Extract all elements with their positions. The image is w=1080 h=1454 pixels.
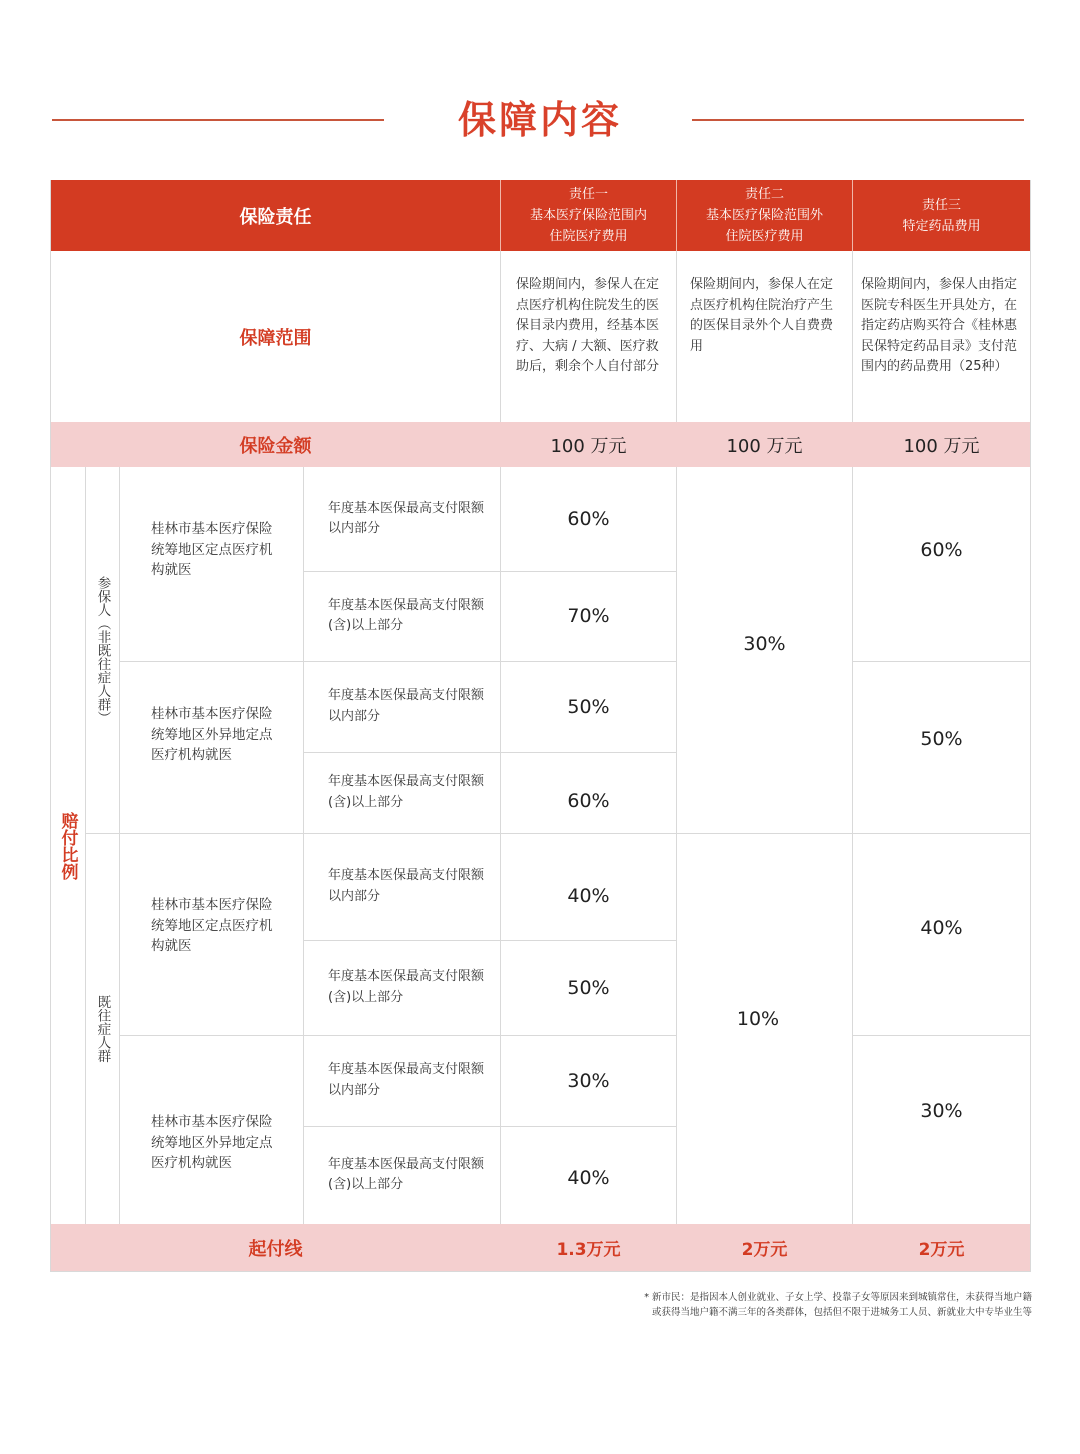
sub-above-1: 年度基本医保最高支付限额(含)以上部分 xyxy=(328,597,485,633)
grid-line xyxy=(853,1035,1030,1036)
header-duty-1-title: 责任一 xyxy=(568,187,608,202)
deductible-label-cell xyxy=(51,1224,500,1271)
footnote-line-1: * 新市民：是指因本人创业就业、子女上学、投靠子女等原因来到城镇常住，未获得当地户籍 xyxy=(644,1292,1032,1303)
grid-line xyxy=(1030,180,1031,1271)
grid-line xyxy=(852,467,853,1224)
scope-duty-1: 保险期间内，参保人在定点医疗机构住院发生的医保目录内费用，经基本医疗、大病 / 大额、医疗救助后，剩余个人自付部分 xyxy=(501,251,676,422)
pct-d1-r4: 60% xyxy=(567,790,610,812)
deductible-duty-3: 2万元 xyxy=(918,1240,965,1260)
grid-line xyxy=(303,467,304,1224)
grid-line xyxy=(500,180,501,251)
sub-above-3: 年度基本医保最高支付限额(含)以上部分 xyxy=(328,969,485,1005)
pct-d3-r3: 40% xyxy=(920,917,963,939)
pct-d1-r3: 50% xyxy=(567,695,610,718)
scope-duty-3: 保险期间内，参保人由指定医院专科医生开具处方，在指定药店购买符合《桂林惠民保特定药品目录》支付范围内的药品费用（25种） xyxy=(853,251,1030,422)
sub-above-4: 年度基本医保最高支付限额(含)以上部分 xyxy=(328,1156,485,1192)
grid-line xyxy=(85,467,86,1224)
page-title: 保障内容 xyxy=(457,98,622,142)
pct-d1-r1: 60% xyxy=(567,508,610,530)
amount-duty-2: 100 万元 xyxy=(726,435,803,457)
header-duty-2 xyxy=(677,180,852,251)
pct-d3-r1: 60% xyxy=(920,539,963,561)
grid-line xyxy=(119,661,676,662)
grid-line xyxy=(50,1271,1031,1272)
pct-d1-r2: 70% xyxy=(567,605,610,627)
header-duty-3 xyxy=(853,180,1030,251)
grid-line xyxy=(852,180,853,251)
deductible-duty-2: 2万元 xyxy=(741,1240,788,1260)
header-liability: 保险责任 xyxy=(51,180,500,251)
sub-within-3: 年度基本医保最高支付限额以内部分 xyxy=(328,868,485,904)
loc-remote-g1: 桂林市基本医疗保险统筹地区外异地定点医疗机构就医 xyxy=(151,706,273,763)
header-duty-3-line2: 特定药品费用 xyxy=(902,218,981,234)
amount-duty-3: 100 万元 xyxy=(903,435,980,457)
amount-label-cell xyxy=(51,422,500,467)
sub-within-2: 年度基本医保最高支付限额以内部分 xyxy=(328,688,485,724)
deductible-label: 起付线 xyxy=(248,1238,303,1260)
header-duty-1-line3: 住院医疗费用 xyxy=(549,229,628,244)
deductible-duty-3-cell xyxy=(853,1224,1030,1271)
header-duty-3-title: 责任三 xyxy=(921,197,961,213)
group-preexisting-label: 既往症人群 xyxy=(94,994,111,1063)
pct-d3-r2: 50% xyxy=(920,728,963,750)
loc-remote-g2: 桂林市基本医疗保险统筹地区外异地定点医疗机构就医 xyxy=(151,1114,273,1171)
pct-d2-g1: 30% xyxy=(743,633,786,655)
sub-within-4: 年度基本医保最高支付限额以内部分 xyxy=(328,1062,485,1098)
scope-label: 保障范围 xyxy=(239,327,312,349)
grid-line xyxy=(500,251,501,422)
pct-d1-r6: 50% xyxy=(567,976,610,999)
header-duty-2-line2: 基本医疗保险范围外 xyxy=(705,208,823,223)
footnote-line-2: 或获得当地户籍不满三年的各类群体，包括但不限于进城务工人员、新就业大中专毕业生等 xyxy=(651,1307,1032,1318)
scope-duty-2: 保险期间内，参保人在定点医疗机构住院治疗产生的医保目录外个人自费费用 xyxy=(677,251,852,422)
header-duty-1-line2: 基本医疗保险范围内 xyxy=(529,208,647,223)
pct-d1-r5: 40% xyxy=(567,884,610,907)
grid-line xyxy=(119,467,120,1224)
grid-line xyxy=(676,467,677,1224)
grid-line xyxy=(304,752,676,753)
sub-above-2: 年度基本医保最高支付限额(含)以上部分 xyxy=(328,774,485,810)
loc-local-g1: 桂林市基本医疗保险统筹地区定点医疗机构就医 xyxy=(151,521,273,578)
header-duty-2-title: 责任二 xyxy=(744,187,784,202)
amount-duty-1: 100 万元 xyxy=(550,435,627,457)
pct-d2-g2: 10% xyxy=(736,1008,780,1030)
deductible-duty-1: 1.3万元 xyxy=(556,1240,621,1260)
amount-label: 保险金额 xyxy=(239,435,312,457)
grid-line xyxy=(676,251,677,422)
group-non-preexisting-label: 参保人（非既往症人群） xyxy=(94,575,111,725)
sub-within-1: 年度基本医保最高支付限额以内部分 xyxy=(328,500,485,536)
grid-line xyxy=(853,661,1030,662)
grid-line xyxy=(676,180,677,251)
ratio-label: 赔付比例 xyxy=(57,811,78,880)
grid-line xyxy=(852,251,853,422)
grid-line xyxy=(85,833,1030,834)
grid-line xyxy=(500,467,501,1224)
grid-line xyxy=(50,180,51,1271)
deductible-duty-1-cell xyxy=(501,1224,676,1271)
footnote xyxy=(602,1290,1032,1320)
pct-d3-r4: 30% xyxy=(920,1100,963,1122)
grid-line xyxy=(119,1035,676,1036)
deductible-duty-2-cell xyxy=(677,1224,852,1271)
loc-local-g2: 桂林市基本医疗保险统筹地区定点医疗机构就医 xyxy=(151,897,273,954)
grid-line xyxy=(304,1126,676,1127)
pct-d1-r7: 30% xyxy=(567,1069,610,1092)
grid-line xyxy=(304,940,676,941)
grid-line xyxy=(304,571,676,572)
pct-d1-r8: 40% xyxy=(567,1166,610,1189)
header-duty-2-line3: 住院医疗费用 xyxy=(725,229,804,244)
scope-label-cell xyxy=(51,251,500,422)
header-duty-1 xyxy=(501,180,676,251)
